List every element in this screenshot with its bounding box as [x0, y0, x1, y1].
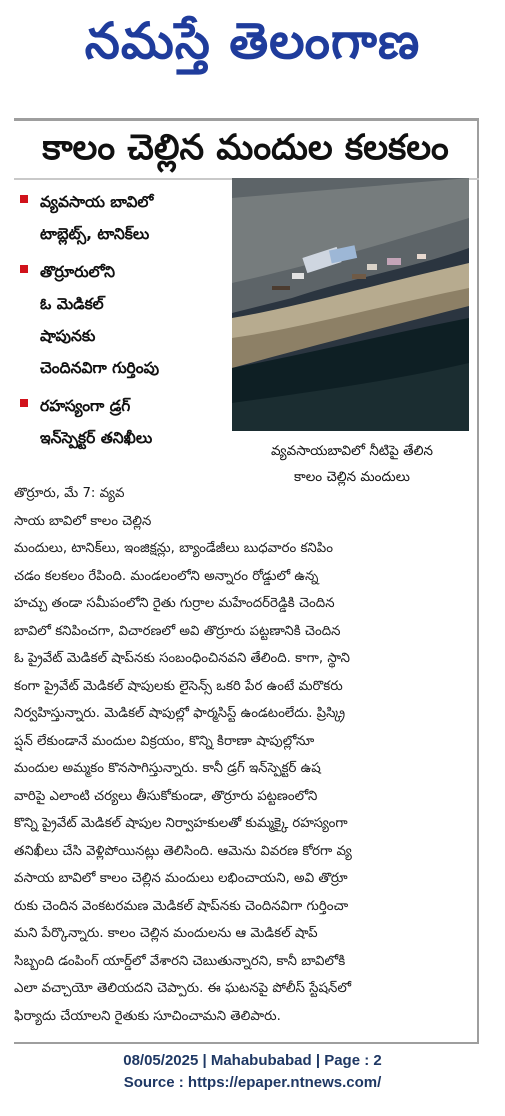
- body-line: ప్షన్ లేకుండానే మందుల విక్రయం, కొన్ని కిరాణా షాపుల్లోనూ: [14, 733, 315, 749]
- highlight-line: షాపునకు: [40, 327, 96, 345]
- body-line: మని పేర్కొన్నారు. కాలం చెల్లిన మందులను ఆ మెడికల్ షాప్: [14, 926, 318, 941]
- body-line: మందులు, టానిక్‌లు, ఇంజిక్షన్లు, బ్యాండేజీలు బుధవారం కనిపిం: [14, 541, 333, 556]
- red-square-bullet-icon: [20, 399, 28, 407]
- article-body: [14, 480, 476, 1030]
- highlight-line: ఓ మెడికల్: [40, 295, 104, 313]
- body-line: వారిపై ఎలాంటి చర్యలు తీసుకోకుండా, తొర్రూరు పట్టణంలోని: [14, 788, 318, 804]
- body-line: వసాయ బావిలో కాలం చెల్లిన మందులు లభించాయని, అవి తొర్రూ: [14, 871, 348, 886]
- red-square-bullet-icon: [20, 195, 28, 203]
- body-line: రుకు చెందిన వెంకటరమణ మెడికల్ షాప్‌నకు చెందినవిగా గుర్తించా: [14, 898, 349, 914]
- page-footer: [0, 1050, 505, 1094]
- highlight-item: [18, 390, 228, 454]
- highlight-line: చెందినవిగా గుర్తింపు: [40, 359, 160, 377]
- body-line: తనిఖీలు చేసి వెళ్లిపోయినట్లు తెలిసింది. ఆమెను వివరణ కోరగా వ్య: [14, 843, 352, 859]
- body-line: తొర్రూరు, మే 7: వ్యవ: [14, 486, 125, 501]
- body-line: బావిలో కనిపించగా, విచారణలో అవి తొర్రూరు పట్టణానికి చెందిన: [14, 623, 341, 639]
- highlight-line: తొర్రూరులోని: [40, 263, 116, 281]
- news-article: [14, 118, 479, 1044]
- body-line: కొన్ని ప్రైవేట్ మెడికల్ షాపుల నిర్వాహకులతో కుమ్మక్కై రహస్యంగా: [14, 816, 348, 831]
- body-line: ఓ ప్రైవేట్ మెడికల్ షాప్‌నకు సంబంధించినవని తేలింది. కాగా, స్థాని: [14, 651, 350, 666]
- body-line: చడం కలకలం రేపింది. మండలంలోని అన్నారం రోడ్డులో ఉన్న: [14, 568, 319, 584]
- caption-line: వ్యవసాయబావిలో నీటిపై తేలిన: [270, 443, 433, 459]
- news-photo: [232, 178, 469, 431]
- highlights-list: [18, 186, 228, 460]
- edition-info: 08/05/2025 | Mahabubabad | Page : 2: [123, 1052, 382, 1069]
- red-square-bullet-icon: [20, 265, 28, 273]
- caption-line: కాలం చెల్లిన మందులు: [294, 469, 410, 485]
- body-line: ఎలా వచ్చాయో తెలియదని చెప్పారు. ఈ ఘటనపై పోలీస్ స్టేషన్‌లో: [14, 981, 352, 996]
- highlight-line: టాబ్లెట్స్, టానిక్‌లు: [40, 225, 150, 243]
- article-headline: కాలం చెల్లిన మందుల కలకలం: [42, 128, 449, 168]
- body-line: సాయ బావిలో కాలం చెల్లిన: [14, 513, 152, 529]
- highlight-item: [18, 186, 228, 250]
- body-line: కంగా ప్రైవేట్ మెడికల్ షాపులకు లైసెన్స్ ఒకరి పేర ఉంటే మరొకరు: [14, 678, 343, 694]
- headline-divider: [14, 118, 479, 121]
- body-line: హచ్చు తండా సమీపంలోని రైతు గుర్రాల మహేందర్‌రెడ్డికి చెందిన: [14, 596, 335, 611]
- masthead: [0, 0, 505, 82]
- highlight-line: రహస్యంగా డ్రగ్: [40, 397, 131, 415]
- highlight-item: [18, 256, 228, 384]
- body-line: సిబ్బంది డంపింగ్ యార్డ్‌లో వేశారని చెబుతున్నారని, కానీ బావిలోకి: [14, 953, 346, 969]
- highlight-line: వ్యవసాయ బావిలో: [40, 193, 154, 211]
- highlight-line: ఇన్‌స్పెక్టర్ తనిఖీలు: [40, 429, 153, 447]
- source-link[interactable]: Source : https://epaper.ntnews.com/: [123, 1074, 382, 1091]
- body-line: నిర్వహిస్తున్నారు. మెడికల్ షాపుల్లో ఫార్మసిస్ట్ ఉండటంలేదు. ప్రిస్క్రి: [14, 706, 346, 721]
- newspaper-logo: నమస్తే తెలంగాణ: [84, 12, 421, 70]
- body-line: మందుల అమ్మకం కొనసాగిస్తున్నారు. కానీ డ్రగ్ ఇన్‌స్పెక్టర్ ఉష: [14, 761, 321, 776]
- photo-medicines-in-well-icon: [232, 178, 469, 431]
- body-line: ఫిర్యాదు చేయాలని రైతుకు సూచించామని తెలిపారు.: [14, 1008, 281, 1024]
